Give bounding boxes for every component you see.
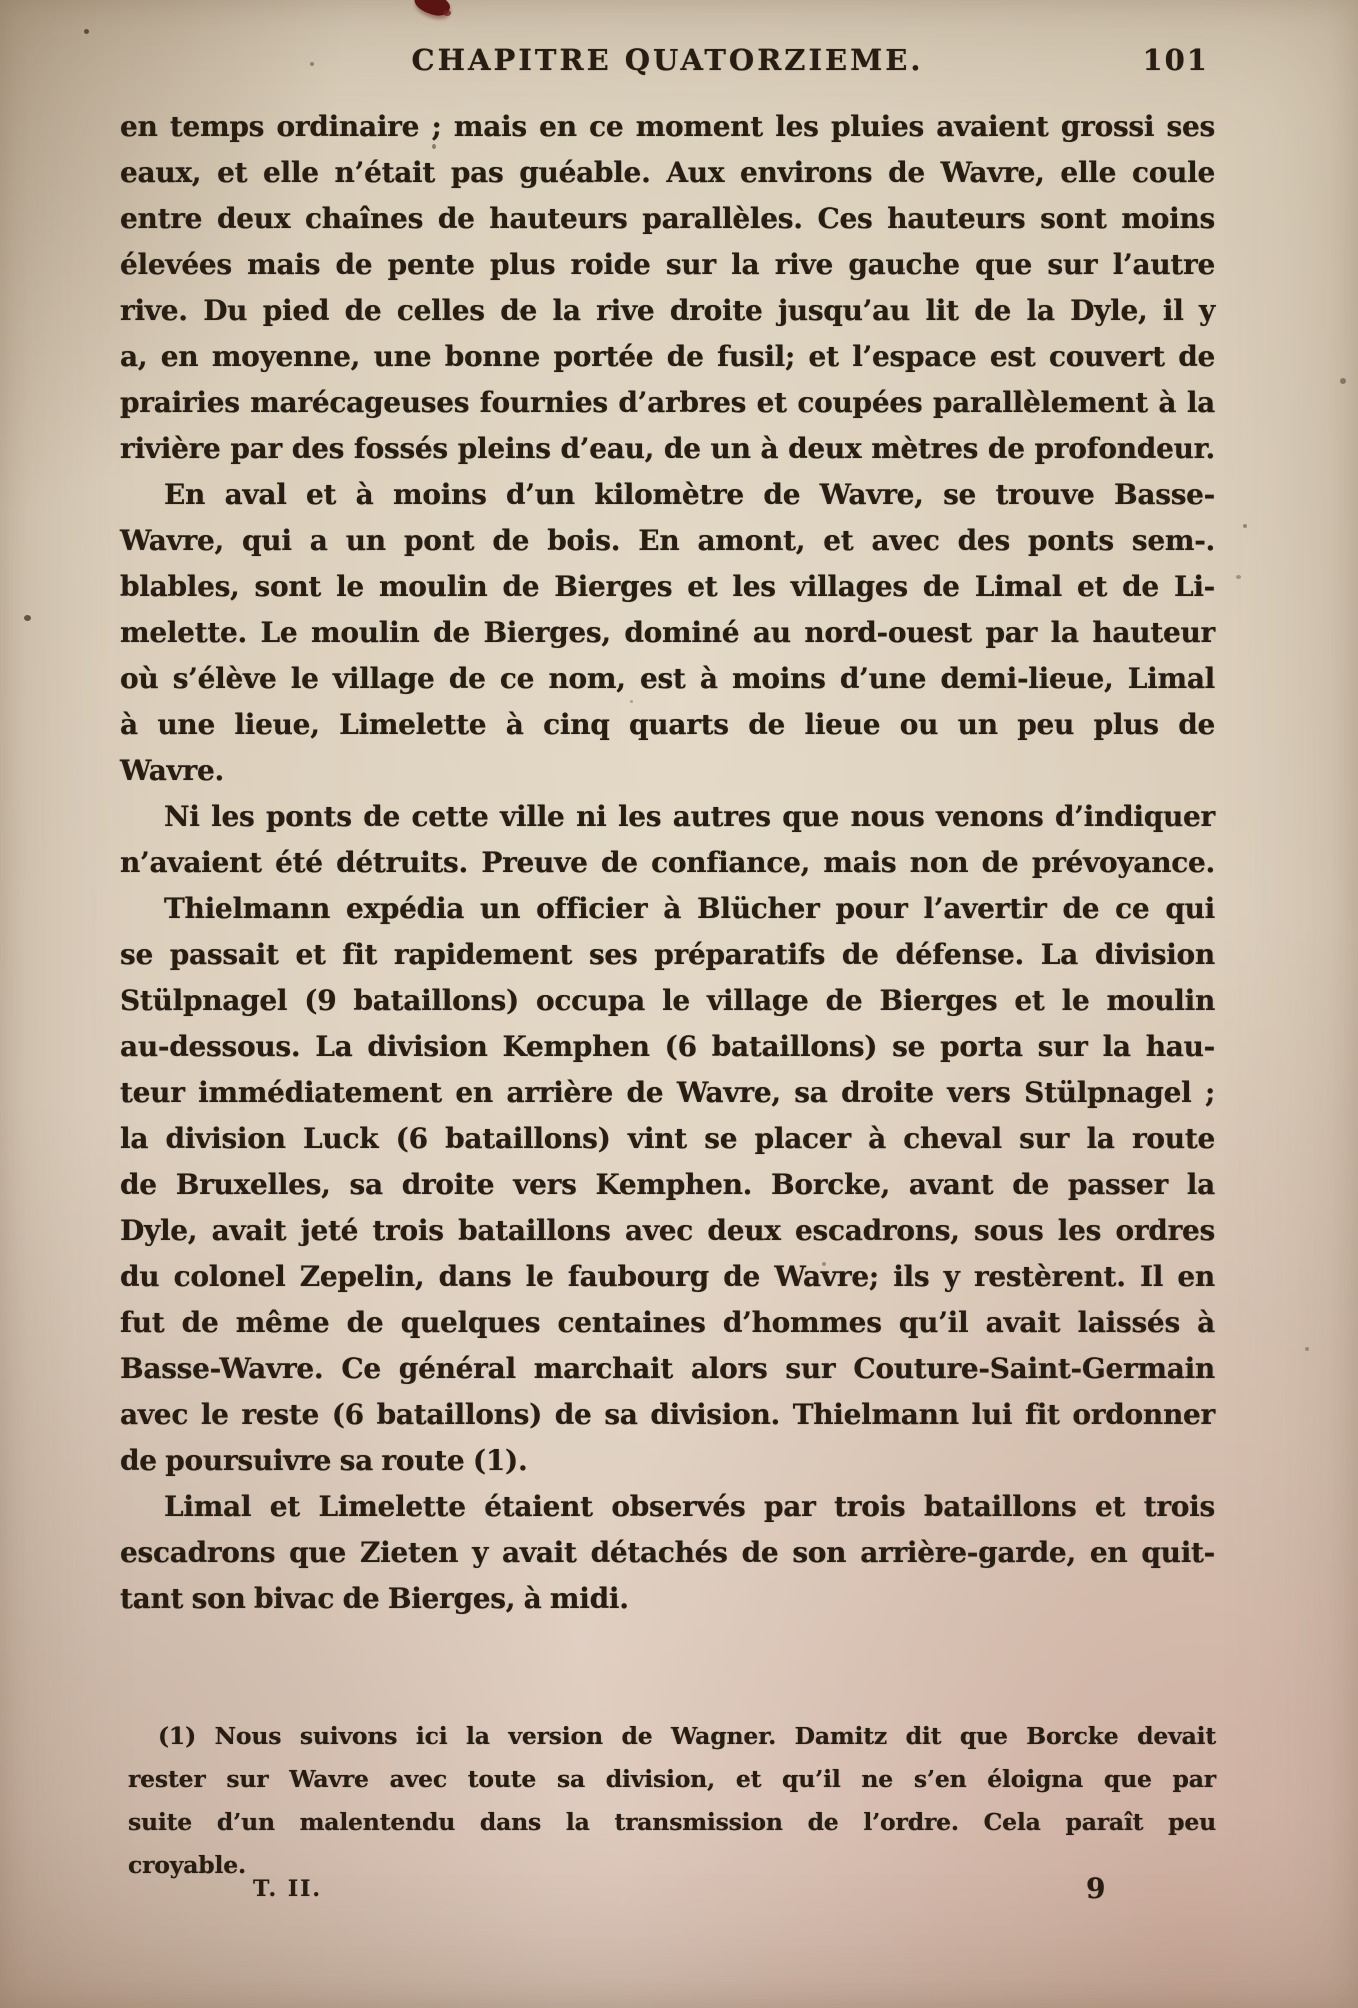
text-line: tant son bivac de Bierges, à midi. xyxy=(120,1582,629,1615)
paper-speck xyxy=(84,29,89,34)
page-header xyxy=(120,40,1215,84)
paper-speck xyxy=(24,615,31,621)
text-line: entre deux chaînes de hauteurs parallèles. Ces hauteurs sont moins xyxy=(120,202,1215,235)
text-line: rive. Du pied de celles de la rive droite jusqu’au lit de la Dyle, il y xyxy=(120,294,1215,327)
chapter-title: CHAPITRE QUATORZIEME. xyxy=(411,43,924,77)
text-line: croyable. xyxy=(128,1851,246,1879)
text-line: à une lieue, Limelette à cinq quarts de lieue ou un peu plus de xyxy=(120,708,1215,741)
text-line: n’avaient été détruits. Preuve de confiance, mais non de prévoyance. xyxy=(120,846,1215,879)
text-line: suite d’un malentendu dans la transmission de l’ordre. Cela paraît peu xyxy=(128,1808,1216,1836)
text-line: prairies marécageuses fournies d’arbres et coupées parallèlement à la xyxy=(120,386,1215,419)
text-line: eaux, et elle n’était pas guéable. Aux environs de Wavre, elle coule xyxy=(120,156,1215,189)
paper-speck xyxy=(1236,575,1241,579)
text-line: fut de même de quelques centaines d’hommes qu’il avait laissés à xyxy=(120,1306,1215,1339)
paragraph xyxy=(128,1715,1216,1887)
paragraph xyxy=(120,794,1215,886)
text-line: Stülpnagel (9 bataillons) occupa le village de Bierges et le moulin xyxy=(120,984,1215,1017)
paragraph xyxy=(120,886,1215,1484)
text-line: Thielmann expédia un officier à Blücher pour l’avertir de ce qui xyxy=(164,892,1215,925)
text-line: du colonel Zepelin, dans le faubourg de Wavre; ils y restèrent. Il en xyxy=(120,1260,1215,1293)
paragraph xyxy=(120,104,1215,472)
text-line: au-dessous. La division Kemphen (6 bataillons) se porta sur la hau- xyxy=(120,1030,1215,1063)
text-line: melette. Le moulin de Bierges, dominé au nord-ouest par la hauteur xyxy=(120,616,1215,649)
paragraph xyxy=(120,472,1215,794)
text-line: en temps ordinaire ; mais en ce moment les pluies avaient grossi ses xyxy=(120,110,1215,143)
paper-speck xyxy=(1305,1347,1309,1351)
text-line: avec le reste (6 bataillons) de sa division. Thielmann lui fit ordonner xyxy=(120,1398,1215,1431)
red-ink-stain-dot xyxy=(443,10,451,16)
text-line: a, en moyenne, une bonne portée de fusil; et l’espace est couvert de xyxy=(120,340,1215,373)
text-line: Wavre, qui a un pont de bois. En amont, et avec des ponts sem-. xyxy=(120,524,1215,557)
text-line: élevées mais de pente plus roide sur la rive gauche que sur l’autre xyxy=(120,248,1215,281)
text-line: la division Luck (6 bataillons) vint se placer à cheval sur la route xyxy=(120,1122,1215,1155)
text-line: Basse-Wavre. Ce général marchait alors sur Couture-Saint-Germain xyxy=(120,1352,1215,1385)
text-line: rivière par des fossés pleins d’eau, de un à deux mètres de profondeur. xyxy=(120,432,1215,465)
text-line: de Bruxelles, sa droite vers Kemphen. Borcke, avant de passer la xyxy=(120,1168,1215,1201)
paragraph xyxy=(120,1484,1215,1622)
page-footer xyxy=(120,1872,1215,1912)
text-line: de poursuivre sa route (1). xyxy=(120,1444,528,1477)
text-line: teur immédiatement en arrière de Wavre, sa droite vers Stülpnagel ; xyxy=(120,1076,1215,1109)
text-line: Limal et Limelette étaient observés par trois bataillons et trois xyxy=(164,1490,1215,1523)
text-line: Ni les ponts de cette ville ni les autres que nous venons d’indiquer xyxy=(164,800,1215,833)
text-line: (1) Nous suivons ici la version de Wagner. Damitz dit que Borcke devait xyxy=(158,1722,1216,1750)
text-line: rester sur Wavre avec toute sa division, et qu’il ne s’en éloigna que par xyxy=(128,1765,1216,1793)
body-text xyxy=(120,104,1215,1622)
text-line: où s’élève le village de ce nom, est à moins d’une demi-lieue, Limal xyxy=(120,662,1215,695)
signature-number: 9 xyxy=(1086,1872,1106,1905)
paper-speck xyxy=(1340,378,1346,384)
paper-speck xyxy=(1243,524,1247,528)
text-line: Wavre. xyxy=(120,754,224,787)
text-line: blables, sont le moulin de Bierges et les villages de Limal et de Li- xyxy=(120,570,1215,603)
text-line: escadrons que Zieten y avait détachés de son arrière-garde, en quit- xyxy=(120,1536,1215,1569)
volume-label: T. II. xyxy=(253,1876,323,1902)
text-line: se passait et fit rapidement ses préparatifs de défense. La division xyxy=(120,938,1215,971)
text-line: Dyle, avait jeté trois bataillons avec deux escadrons, sous les ordres xyxy=(120,1214,1215,1247)
text-line: En aval et à moins d’un kilomètre de Wavre, se trouve Basse- xyxy=(164,478,1215,511)
page-number: 101 xyxy=(1142,43,1209,77)
footnote xyxy=(128,1715,1216,1887)
